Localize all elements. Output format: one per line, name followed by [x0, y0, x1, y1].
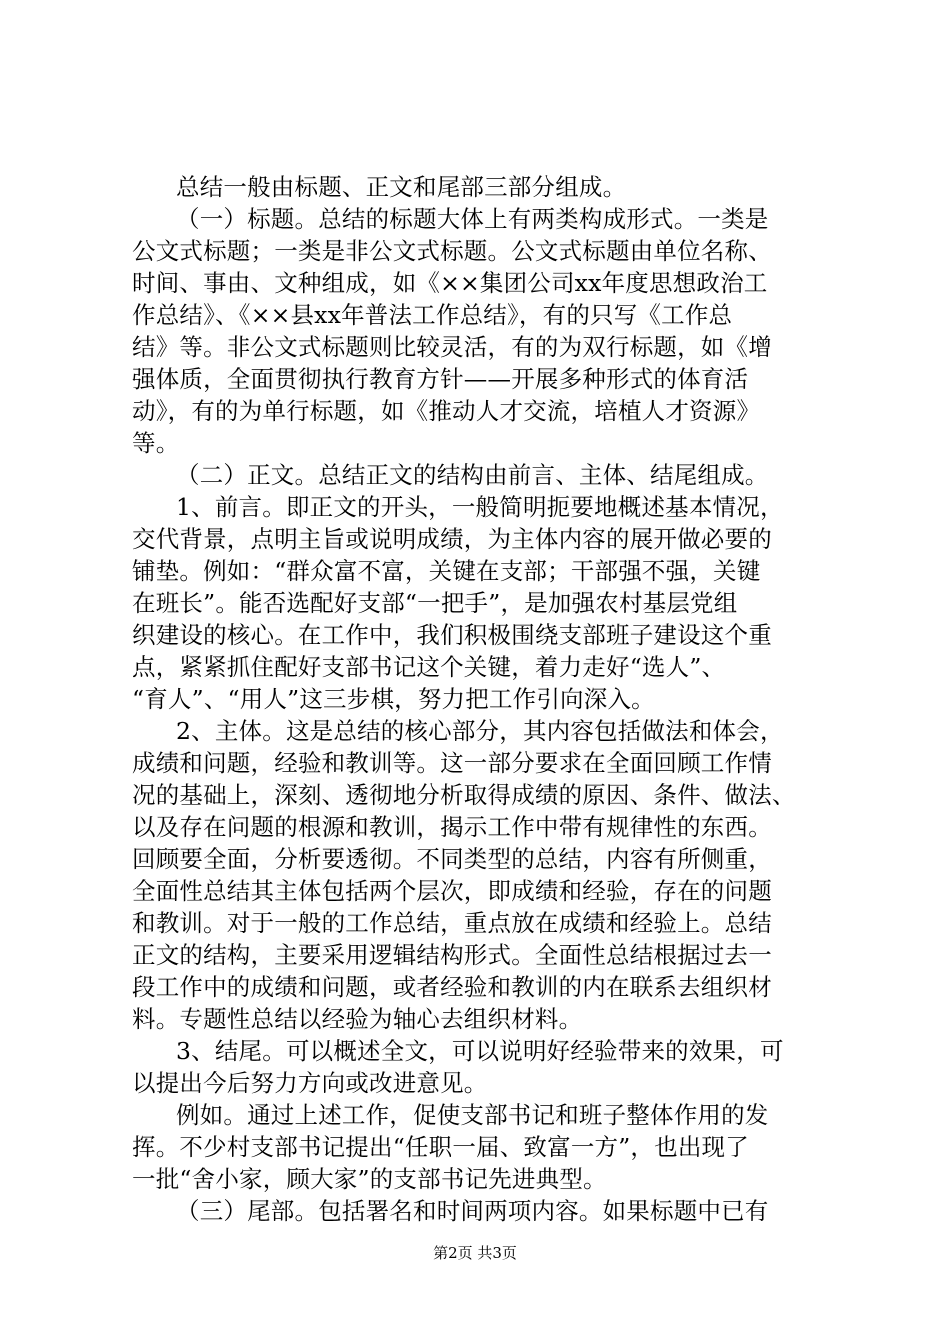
text-line: 强体质，全面贯彻执行教育方针——开展多种形式的体育活 — [132, 365, 749, 393]
text-line: “育人”、“用人”这三步棋，努力把工作引向深入。 — [132, 685, 655, 713]
text-line: 公文式标题；一类是非公文式标题。公文式标题由单位名称、 — [132, 237, 772, 265]
text-line: 时间、事由、文种组成，如《××集团公司xx年度思想政治工 — [132, 269, 768, 297]
text-line: 在班长”。能否选配好支部“一把手”，是加强农村基层党组 — [132, 589, 738, 617]
text-line: 成绩和问题，经验和教训等。这一部分要求在全面回顾工作情 — [132, 749, 772, 777]
text-line: 动》，有的为单行标题，如《推动人才交流，培植人才资源》 — [132, 397, 761, 425]
page-number-footer: 第2页 共3页 — [433, 1244, 517, 1262]
text-line: （二）正文。总结正文的结构由前言、主体、结尾组成。 — [176, 461, 769, 489]
text-line: 一批“舍小家，顾大家”的支部书记先进典型。 — [132, 1165, 607, 1193]
text-line: （一）标题。总结的标题大体上有两类构成形式。一类是 — [176, 205, 769, 233]
text-line: 况的基础上，深刻、透彻地分析取得成绩的原因、条件、做法、 — [132, 781, 796, 809]
text-line: 2、主体。这是总结的核心部分，其内容包括做法和体会， — [176, 717, 784, 745]
text-line: 总结一般由标题、正文和尾部三部分组成。 — [176, 173, 627, 201]
text-line: 织建设的核心。在工作中，我们积极围绕支部班子建设这个重 — [132, 621, 772, 649]
text-line: 以及存在问题的根源和教训，揭示工作中带有规律性的东西。 — [132, 813, 772, 841]
text-line: （三）尾部。包括署名和时间两项内容。如果标题中已有 — [176, 1197, 769, 1225]
text-line: 全面性总结其主体包括两个层次，即成绩和经验，存在的问题 — [132, 877, 772, 905]
text-line: 3、结尾。可以概述全文，可以说明好经验带来的效果，可 — [176, 1037, 784, 1065]
text-line: 点，紧紧抓住配好支部书记这个关键，着力走好“选人”、 — [132, 653, 726, 681]
text-line: 1、前言。即正文的开头，一般简明扼要地概述基本情况， — [176, 493, 784, 521]
text-line: 结》等。非公文式标题则比较灵活，有的为双行标题，如《增 — [132, 333, 772, 361]
text-line: 段工作中的成绩和问题，或者经验和教训的内在联系去组织材 — [132, 973, 772, 1001]
text-line: 和教训。对于一般的工作总结，重点放在成绩和经验上。总结 — [132, 909, 772, 937]
text-line: 挥。不少村支部书记提出“任职一届、致富一方”，也出现了 — [132, 1133, 749, 1161]
text-line: 正文的结构，主要采用逻辑结构形式。全面性总结根据过去一 — [132, 941, 772, 969]
text-line: 等。 — [132, 429, 180, 457]
text-line: 料。专题性总结以经验为轴心去组织材料。 — [132, 1005, 583, 1033]
text-line: 作总结》、《××县xx年普法工作总结》，有的只写《工作总 — [132, 301, 733, 329]
text-line: 铺垫。例如：“群众富不富，关键在支部；干部强不强，关键 — [132, 557, 761, 585]
text-line: 回顾要全面，分析要透彻。不同类型的总结，内容有所侧重， — [132, 845, 772, 873]
text-line: 交代背景，点明主旨或说明成绩，为主体内容的展开做必要的 — [132, 525, 772, 553]
text-line: 以提出今后努力方向或改进意见。 — [132, 1069, 488, 1097]
text-line: 例如。通过上述工作，促使支部书记和班子整体作用的发 — [176, 1101, 769, 1129]
